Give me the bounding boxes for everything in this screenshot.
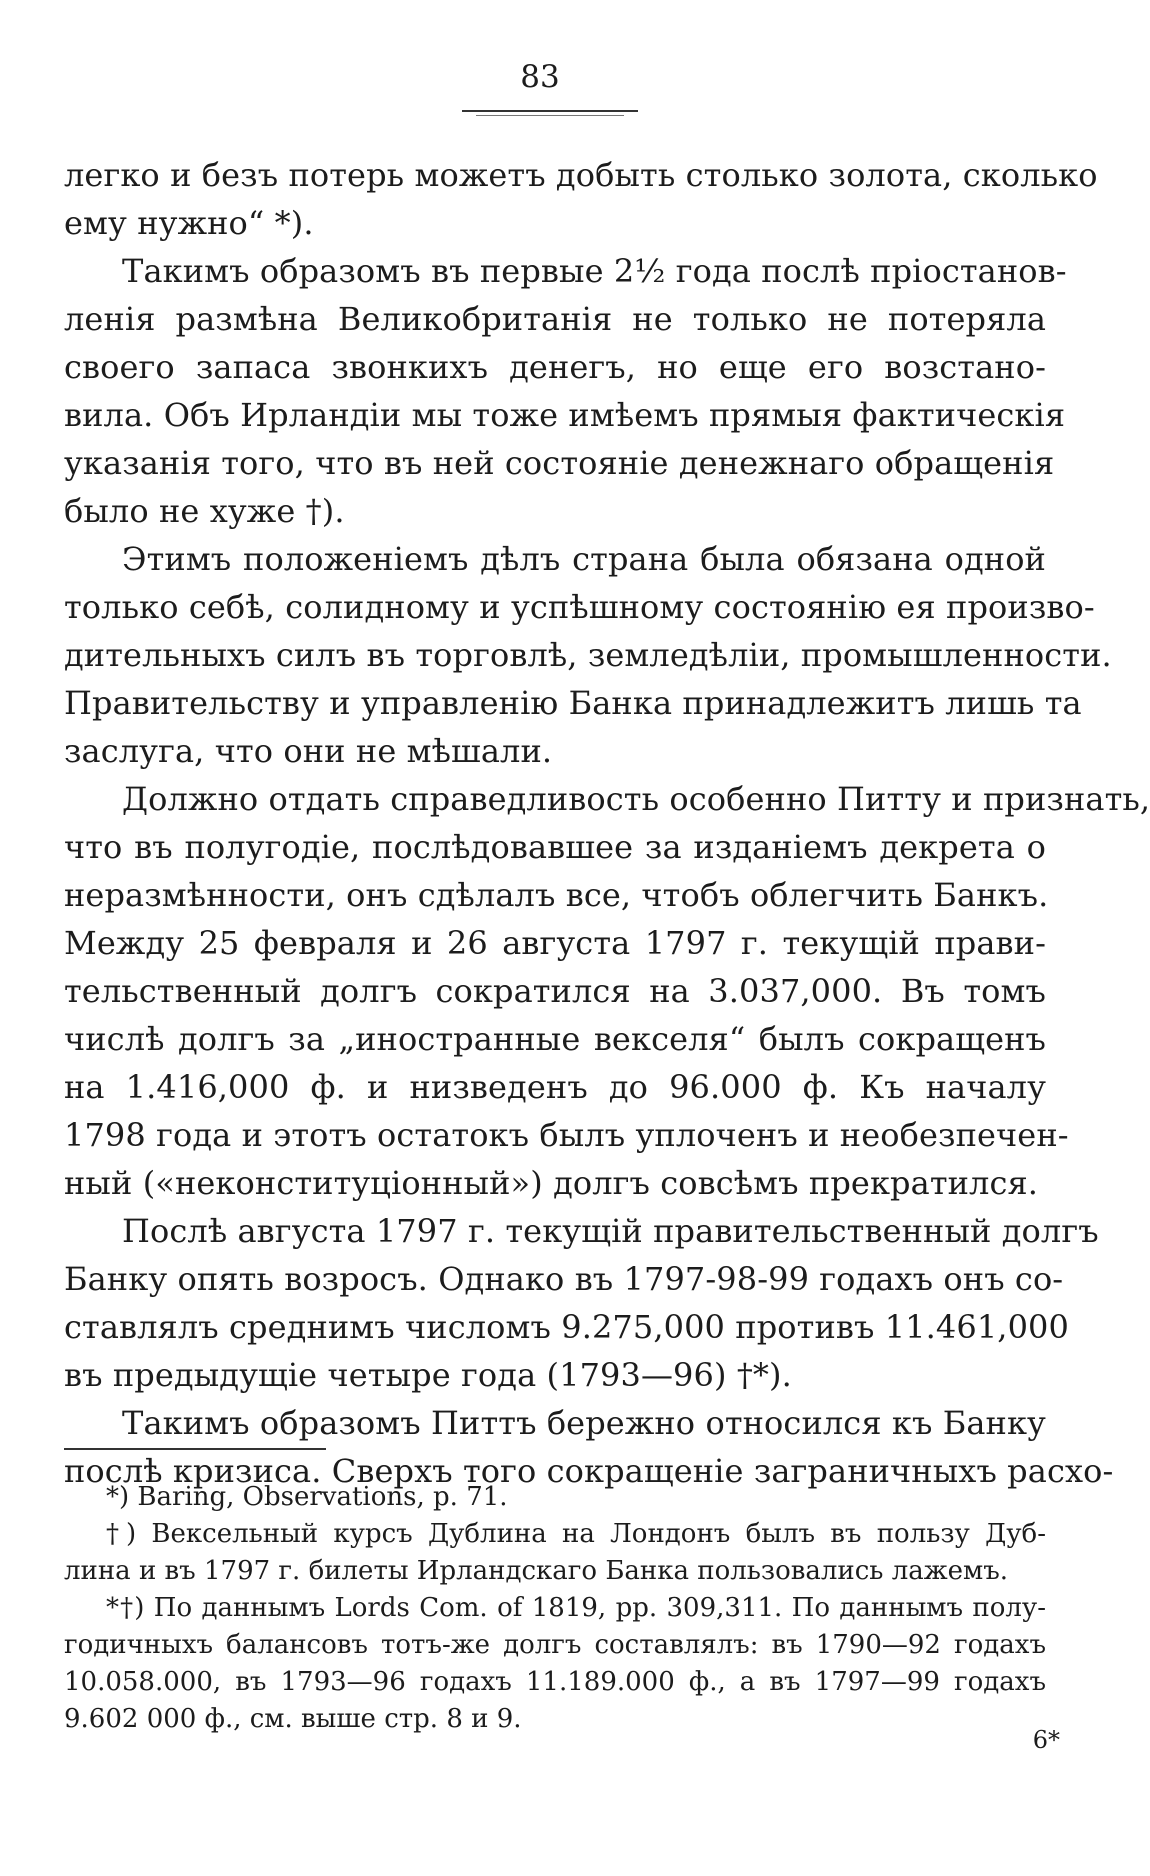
text-line: заслуга, что они не мѣшали. (64, 732, 553, 770)
text-line: ему нужно“ *). (64, 204, 314, 242)
text-line: Этимъ положеніемъ дѣлъ страна была обязана одной (122, 540, 1046, 578)
page-number: 83 (520, 59, 560, 95)
footnote-line: 10.058.000, въ 1793—96 годахъ 11.189.000 ф., а въ 1797—99 годахъ (64, 1667, 1046, 1697)
text-line: что въ полугодіе, послѣдовавшее за изданіемъ декрета о (64, 828, 1046, 866)
text-line: тельственный долгъ сократился на 3.037,000. Въ томъ (64, 972, 1046, 1010)
text-line: легко и безъ потерь можетъ добыть столько золота, сколько (64, 156, 1098, 194)
footnote-line: лина и въ 1797 г. билеты Ирландскаго Банка пользовались лажемъ. (64, 1556, 1009, 1586)
text-line: въ предыдущіе четыре года (1793—96) †*). (64, 1356, 792, 1394)
footnote-line: †) Вексельный курсъ Дублина на Лондонъ былъ въ пользу Дуб- (106, 1519, 1046, 1549)
text-line: своего запаса звонкихъ денегъ, но еще его возстано- (64, 348, 1046, 386)
text-line: на 1.416,000 ф. и низведенъ до 96.000 ф. Къ началу (64, 1068, 1046, 1106)
text-line: Между 25 февраля и 26 августа 1797 г. текущій прави- (64, 924, 1046, 962)
text-line: Банку опять возросъ. Однако въ 1797-98-99 годахъ онъ со- (64, 1260, 1064, 1298)
text-line: числѣ долгъ за „иностранные векселя“ былъ сокращенъ (64, 1020, 1046, 1058)
text-line: ный («неконституціонный») долгъ совсѣмъ прекратился. (64, 1164, 1039, 1202)
text-line: ленія размѣна Великобританія не только не потеряла (64, 300, 1046, 338)
text-line: Такимъ образомъ въ первые 2½ года послѣ пріостанов- (122, 252, 1067, 290)
text-line: вила. Объ Ирландіи мы тоже имѣемъ прямыя фактическія (64, 396, 1066, 434)
text-line: неразмѣнности, онъ сдѣлалъ все, чтобъ облегчить Банкъ. (64, 876, 1049, 914)
footnotes (64, 1479, 1046, 1738)
footnote-line: *) Baring, Observations, p. 71. (106, 1482, 508, 1512)
text-line: Такимъ образомъ Питтъ бережно относился къ Банку (122, 1404, 1046, 1442)
main-text (64, 151, 1150, 1495)
text-line: Послѣ августа 1797 г. текущій правительственный долгъ (122, 1212, 1099, 1250)
footnote-line: 9.602 000 ф., см. выше стр. 8 и 9. (64, 1704, 522, 1734)
footnote-line: годичныхъ балансовъ тотъ-же долгъ составлялъ: въ 1790—92 годахъ (64, 1630, 1046, 1660)
text-line: послѣ кризиса. Сверхъ того сокращеніе заграничныхъ расхо- (64, 1452, 1114, 1490)
text-line: указанія того, что въ ней состояніе денежнаго обращенія (64, 444, 1055, 482)
text-line: дительныхъ силъ въ торговлѣ, земледѣліи, промышленности. (64, 636, 1112, 674)
text-line: Правительству и управленію Банка принадлежитъ лишь та (64, 684, 1082, 722)
signature-mark: 6* (1032, 1726, 1060, 1754)
footnote-line: *†) По даннымъ Lords Com. of 1819, pp. 309,311. По даннымъ полу- (106, 1593, 1046, 1623)
footnote-separator (64, 1448, 326, 1450)
text-line: 1798 года и этотъ остатокъ былъ уплоченъ и необезпечен- (64, 1116, 1069, 1154)
text-line: было не хуже †). (64, 492, 345, 530)
text-line: только себѣ, солидному и успѣшному состоянію ея произво- (64, 588, 1095, 626)
page-number-rule (462, 110, 638, 112)
text-line: ставлялъ среднимъ числомъ 9.275,000 противъ 11.461,000 (64, 1308, 1069, 1346)
text-line: Должно отдать справедливость особенно Питту и признать, (122, 780, 1150, 818)
